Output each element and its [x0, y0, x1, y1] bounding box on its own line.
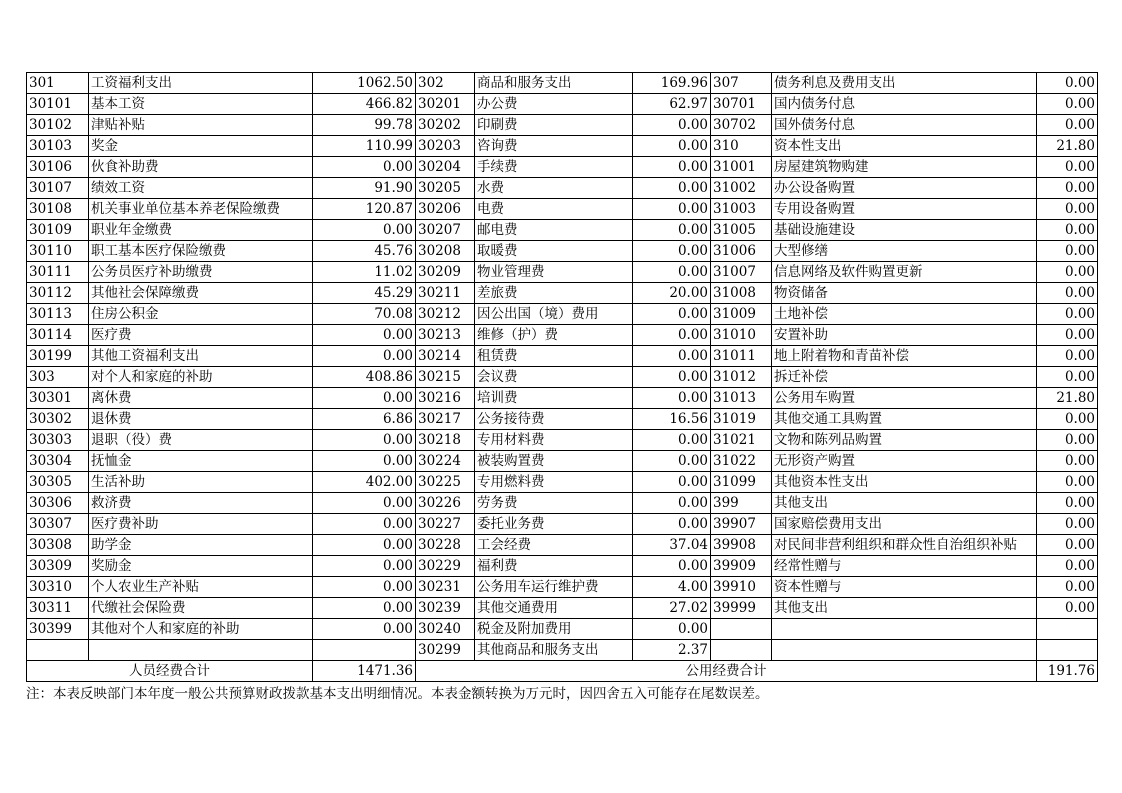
- totals-row: [27, 661, 1098, 682]
- cell-item: 拆迁补偿: [772, 367, 1037, 388]
- cell-item: 奖励金: [89, 556, 313, 577]
- cell-code: 303: [27, 367, 89, 388]
- cell-code: 39999: [711, 598, 772, 619]
- cell-amount: [313, 640, 416, 661]
- cell-code: 30299: [416, 640, 475, 661]
- cell-item: 对个人和家庭的补助: [89, 367, 313, 388]
- cell-amount: 0.00: [1037, 535, 1098, 556]
- cell-item: 其他工资福利支出: [89, 346, 313, 367]
- cell-item: 奖金: [89, 136, 313, 157]
- cell-item: 生活补助: [89, 472, 313, 493]
- cell-code: 31099: [711, 472, 772, 493]
- cell-amount: 0.00: [633, 115, 711, 136]
- cell-item: 职业年金缴费: [89, 220, 313, 241]
- cell-code: 30305: [27, 472, 89, 493]
- cell-code: 30215: [416, 367, 475, 388]
- cell-code: 30112: [27, 283, 89, 304]
- cell-item: 取暖费: [475, 241, 633, 262]
- cell-amount: 0.00: [1037, 556, 1098, 577]
- cell-amount: 11.02: [313, 262, 416, 283]
- cell-amount: 0.00: [633, 514, 711, 535]
- cell-item: 咨询费: [475, 136, 633, 157]
- cell-amount: 0.00: [1037, 178, 1098, 199]
- cell-amount: 0.00: [633, 304, 711, 325]
- cell-item: 抚恤金: [89, 451, 313, 472]
- cell-amount: 37.04: [633, 535, 711, 556]
- cell-code: 30228: [416, 535, 475, 556]
- cell-code: 31005: [711, 220, 772, 241]
- cell-item: 经常性赠与: [772, 556, 1037, 577]
- cell-code: 30109: [27, 220, 89, 241]
- cell-code: 31009: [711, 304, 772, 325]
- cell-item: 房屋建筑物购建: [772, 157, 1037, 178]
- cell-item: 劳务费: [475, 493, 633, 514]
- cell-amount: 408.86: [313, 367, 416, 388]
- cell-item: 邮电费: [475, 220, 633, 241]
- cell-code: 30211: [416, 283, 475, 304]
- cell-amount: 0.00: [313, 556, 416, 577]
- cell-amount: 45.29: [313, 283, 416, 304]
- cell-amount: 2.37: [633, 640, 711, 661]
- table-row: [27, 577, 1098, 598]
- table-row: [27, 472, 1098, 493]
- cell-amount: 0.00: [633, 178, 711, 199]
- cell-code: 30308: [27, 535, 89, 556]
- cell-amount: 91.90: [313, 178, 416, 199]
- cell-code: 31003: [711, 199, 772, 220]
- table-body: [27, 73, 1098, 661]
- table-row: [27, 640, 1098, 661]
- cell-amount: 99.78: [313, 115, 416, 136]
- cell-amount: 169.96: [633, 73, 711, 94]
- cell-item: 因公出国（境）费用: [475, 304, 633, 325]
- cell-code: 30231: [416, 577, 475, 598]
- cell-item: 公务用车购置: [772, 388, 1037, 409]
- cell-code: 31011: [711, 346, 772, 367]
- cell-code: 30106: [27, 157, 89, 178]
- cell-code: 30199: [27, 346, 89, 367]
- cell-amount: 0.00: [313, 535, 416, 556]
- cell-item: 会议费: [475, 367, 633, 388]
- cell-item: 公务用车运行维护费: [475, 577, 633, 598]
- cell-amount: 0.00: [633, 325, 711, 346]
- cell-amount: 0.00: [1037, 430, 1098, 451]
- cell-code: 399: [711, 493, 772, 514]
- cell-amount: 62.97: [633, 94, 711, 115]
- cell-code: 30301: [27, 388, 89, 409]
- cell-item: 职工基本医疗保险缴费: [89, 241, 313, 262]
- cell-amount: 0.00: [1037, 94, 1098, 115]
- cell-amount: [1037, 640, 1098, 661]
- cell-amount: 0.00: [633, 367, 711, 388]
- cell-code: 30304: [27, 451, 89, 472]
- cell-amount: 0.00: [1037, 598, 1098, 619]
- cell-item: 助学金: [89, 535, 313, 556]
- table-row: [27, 430, 1098, 451]
- table-row: [27, 199, 1098, 220]
- cell-item: 委托业务费: [475, 514, 633, 535]
- cell-amount: 0.00: [1037, 577, 1098, 598]
- cell-item: [772, 619, 1037, 640]
- cell-item: 债务利息及费用支出: [772, 73, 1037, 94]
- cell-code: 30224: [416, 451, 475, 472]
- table-row: [27, 493, 1098, 514]
- cell-code: 302: [416, 73, 475, 94]
- cell-item: 医疗费补助: [89, 514, 313, 535]
- cell-amount: 0.00: [1037, 220, 1098, 241]
- cell-amount: 0.00: [313, 577, 416, 598]
- cell-code: 30303: [27, 430, 89, 451]
- cell-code: 30701: [711, 94, 772, 115]
- table-row: [27, 73, 1098, 94]
- cell-amount: 21.80: [1037, 136, 1098, 157]
- cell-amount: 0.00: [633, 346, 711, 367]
- cell-code: 30239: [416, 598, 475, 619]
- cell-amount: 0.00: [1037, 409, 1098, 430]
- cell-item: 办公设备购置: [772, 178, 1037, 199]
- cell-amount: 6.86: [313, 409, 416, 430]
- table-row: [27, 346, 1098, 367]
- cell-item: 其他支出: [772, 493, 1037, 514]
- expenditure-detail-table-wrapper: [26, 72, 1098, 682]
- cell-amount: 70.08: [313, 304, 416, 325]
- cell-amount: 0.00: [633, 388, 711, 409]
- cell-code: 310: [711, 136, 772, 157]
- cell-amount: 0.00: [313, 346, 416, 367]
- table-row: [27, 367, 1098, 388]
- cell-item: 租赁费: [475, 346, 633, 367]
- cell-amount: 0.00: [633, 241, 711, 262]
- cell-amount: 0.00: [313, 493, 416, 514]
- cell-amount: 0.00: [1037, 157, 1098, 178]
- table-row: [27, 409, 1098, 430]
- table-row: [27, 283, 1098, 304]
- cell-code: [711, 640, 772, 661]
- table-row: [27, 157, 1098, 178]
- cell-code: 301: [27, 73, 89, 94]
- cell-code: [711, 619, 772, 640]
- footnote: 注：本表反映部门本年度一般公共预算财政拨款基本支出明细情况。本表金额转换为万元时，因四舍五入可能存在尾数误差。: [26, 686, 769, 702]
- cell-item: [89, 640, 313, 661]
- cell-item: 基本工资: [89, 94, 313, 115]
- cell-code: 30227: [416, 514, 475, 535]
- cell-item: 个人农业生产补贴: [89, 577, 313, 598]
- cell-item: 离休费: [89, 388, 313, 409]
- cell-code: 30217: [416, 409, 475, 430]
- cell-code: 30107: [27, 178, 89, 199]
- cell-code: 30209: [416, 262, 475, 283]
- cell-code: 30207: [416, 220, 475, 241]
- cell-item: [772, 640, 1037, 661]
- cell-amount: 110.99: [313, 136, 416, 157]
- table-row: [27, 451, 1098, 472]
- cell-item: 办公费: [475, 94, 633, 115]
- cell-item: 物业管理费: [475, 262, 633, 283]
- cell-amount: 0.00: [1037, 73, 1098, 94]
- cell-code: 31022: [711, 451, 772, 472]
- cell-item: 其他支出: [772, 598, 1037, 619]
- cell-amount: 21.80: [1037, 388, 1098, 409]
- cell-amount: 0.00: [1037, 493, 1098, 514]
- cell-amount: 402.00: [313, 472, 416, 493]
- cell-amount: [1037, 619, 1098, 640]
- cell-code: 30201: [416, 94, 475, 115]
- cell-item: 地上附着物和青苗补偿: [772, 346, 1037, 367]
- cell-code: 30202: [416, 115, 475, 136]
- cell-amount: 0.00: [313, 157, 416, 178]
- cell-amount: 0.00: [1037, 199, 1098, 220]
- cell-amount: 120.87: [313, 199, 416, 220]
- cell-amount: 0.00: [313, 220, 416, 241]
- cell-item: 公务接待费: [475, 409, 633, 430]
- cell-item: 福利费: [475, 556, 633, 577]
- cell-amount: 0.00: [313, 451, 416, 472]
- cell-code: 39910: [711, 577, 772, 598]
- cell-amount: 0.00: [633, 262, 711, 283]
- table-row: [27, 514, 1098, 535]
- cell-item: 税金及附加费用: [475, 619, 633, 640]
- cell-amount: 0.00: [633, 157, 711, 178]
- table-row: [27, 619, 1098, 640]
- cell-code: 307: [711, 73, 772, 94]
- cell-item: 其他资本性支出: [772, 472, 1037, 493]
- cell-amount: 0.00: [313, 430, 416, 451]
- cell-item: 其他对个人和家庭的补助: [89, 619, 313, 640]
- cell-code: 30702: [711, 115, 772, 136]
- table-row: [27, 262, 1098, 283]
- cell-amount: 0.00: [1037, 346, 1098, 367]
- cell-item: 被装购置费: [475, 451, 633, 472]
- table-row: [27, 136, 1098, 157]
- public-total-value: 191.76: [1037, 661, 1098, 682]
- cell-code: 30306: [27, 493, 89, 514]
- cell-item: 津贴补贴: [89, 115, 313, 136]
- cell-item: 专用燃料费: [475, 472, 633, 493]
- cell-item: 大型修缮: [772, 241, 1037, 262]
- cell-item: 其他交通费用: [475, 598, 633, 619]
- cell-item: 医疗费: [89, 325, 313, 346]
- cell-item: 代缴社会保险费: [89, 598, 313, 619]
- cell-code: 30229: [416, 556, 475, 577]
- cell-item: 机关事业单位基本养老保险缴费: [89, 199, 313, 220]
- cell-amount: 0.00: [633, 493, 711, 514]
- cell-amount: 0.00: [1037, 262, 1098, 283]
- cell-item: 差旅费: [475, 283, 633, 304]
- table-row: [27, 220, 1098, 241]
- cell-amount: 20.00: [633, 283, 711, 304]
- cell-code: 31001: [711, 157, 772, 178]
- cell-item: 文物和陈列品购置: [772, 430, 1037, 451]
- cell-amount: 0.00: [633, 199, 711, 220]
- cell-code: [27, 640, 89, 661]
- cell-item: 商品和服务支出: [475, 73, 633, 94]
- cell-item: 无形资产购置: [772, 451, 1037, 472]
- table-row: [27, 388, 1098, 409]
- cell-code: 30213: [416, 325, 475, 346]
- cell-amount: 0.00: [1037, 472, 1098, 493]
- cell-amount: 27.02: [633, 598, 711, 619]
- cell-code: 31006: [711, 241, 772, 262]
- cell-code: 30214: [416, 346, 475, 367]
- cell-item: 国家赔偿费用支出: [772, 514, 1037, 535]
- cell-item: 印刷费: [475, 115, 633, 136]
- cell-item: 国外债务付息: [772, 115, 1037, 136]
- cell-amount: 0.00: [313, 325, 416, 346]
- cell-amount: 0.00: [1037, 283, 1098, 304]
- cell-code: 30113: [27, 304, 89, 325]
- cell-amount: 0.00: [633, 619, 711, 640]
- cell-amount: 0.00: [633, 430, 711, 451]
- cell-amount: 0.00: [633, 220, 711, 241]
- cell-item: 救济费: [89, 493, 313, 514]
- cell-code: 30302: [27, 409, 89, 430]
- cell-code: 30102: [27, 115, 89, 136]
- cell-item: 水费: [475, 178, 633, 199]
- cell-item: 物资储备: [772, 283, 1037, 304]
- cell-code: 30205: [416, 178, 475, 199]
- cell-amount: 466.82: [313, 94, 416, 115]
- cell-amount: 0.00: [313, 598, 416, 619]
- cell-amount: 0.00: [313, 619, 416, 640]
- cell-code: 30204: [416, 157, 475, 178]
- cell-code: 30225: [416, 472, 475, 493]
- table-row: [27, 94, 1098, 115]
- cell-item: 其他交通工具购置: [772, 409, 1037, 430]
- cell-item: 其他商品和服务支出: [475, 640, 633, 661]
- cell-item: 住房公积金: [89, 304, 313, 325]
- cell-code: 30212: [416, 304, 475, 325]
- cell-item: 公务员医疗补助缴费: [89, 262, 313, 283]
- cell-amount: 0.00: [633, 451, 711, 472]
- cell-amount: 0.00: [633, 472, 711, 493]
- personnel-total-value: 1471.36: [313, 661, 416, 682]
- cell-amount: 0.00: [633, 136, 711, 157]
- table-row: [27, 325, 1098, 346]
- cell-item: 退职（役）费: [89, 430, 313, 451]
- cell-code: 30399: [27, 619, 89, 640]
- cell-code: 31019: [711, 409, 772, 430]
- table-row: [27, 115, 1098, 136]
- cell-code: 30309: [27, 556, 89, 577]
- cell-item: 国内债务付息: [772, 94, 1037, 115]
- cell-amount: 0.00: [1037, 514, 1098, 535]
- cell-amount: 0.00: [1037, 241, 1098, 262]
- cell-item: 对民间非营利组织和群众性自治组织补贴: [772, 535, 1037, 556]
- table-row: [27, 598, 1098, 619]
- cell-code: 39908: [711, 535, 772, 556]
- cell-amount: 0.00: [313, 514, 416, 535]
- cell-item: 信息网络及软件购置更新: [772, 262, 1037, 283]
- cell-code: 31007: [711, 262, 772, 283]
- cell-amount: 0.00: [1037, 115, 1098, 136]
- cell-item: 工资福利支出: [89, 73, 313, 94]
- table-row: [27, 535, 1098, 556]
- cell-code: 30206: [416, 199, 475, 220]
- cell-code: 30101: [27, 94, 89, 115]
- cell-code: 30108: [27, 199, 89, 220]
- cell-amount: 45.76: [313, 241, 416, 262]
- cell-code: 30307: [27, 514, 89, 535]
- cell-code: 30114: [27, 325, 89, 346]
- cell-code: 30226: [416, 493, 475, 514]
- cell-amount: 0.00: [633, 556, 711, 577]
- cell-amount: 1062.50: [313, 73, 416, 94]
- cell-amount: 0.00: [313, 388, 416, 409]
- cell-item: 基础设施建设: [772, 220, 1037, 241]
- cell-item: 专用设备购置: [772, 199, 1037, 220]
- public-total-label: 公用经费合计: [416, 661, 1037, 682]
- expenditure-detail-table: [26, 72, 1098, 682]
- cell-amount: 0.00: [1037, 451, 1098, 472]
- cell-code: 30203: [416, 136, 475, 157]
- cell-item: 手续费: [475, 157, 633, 178]
- cell-code: 30111: [27, 262, 89, 283]
- table-row: [27, 178, 1098, 199]
- cell-code: 31021: [711, 430, 772, 451]
- cell-item: 绩效工资: [89, 178, 313, 199]
- cell-item: 专用材料费: [475, 430, 633, 451]
- cell-item: 资本性赠与: [772, 577, 1037, 598]
- cell-code: 30311: [27, 598, 89, 619]
- cell-item: 维修（护）费: [475, 325, 633, 346]
- cell-code: 30208: [416, 241, 475, 262]
- cell-amount: 16.56: [633, 409, 711, 430]
- table-row: [27, 304, 1098, 325]
- cell-amount: 4.00: [633, 577, 711, 598]
- cell-item: 工会经费: [475, 535, 633, 556]
- cell-code: 39907: [711, 514, 772, 535]
- cell-item: 资本性支出: [772, 136, 1037, 157]
- cell-code: 30216: [416, 388, 475, 409]
- personnel-total-label: 人员经费合计: [27, 661, 313, 682]
- cell-code: 31013: [711, 388, 772, 409]
- table-row: [27, 556, 1098, 577]
- cell-code: 30110: [27, 241, 89, 262]
- cell-item: 安置补助: [772, 325, 1037, 346]
- cell-amount: 0.00: [1037, 304, 1098, 325]
- cell-item: 土地补偿: [772, 304, 1037, 325]
- cell-amount: 0.00: [1037, 325, 1098, 346]
- cell-code: 30103: [27, 136, 89, 157]
- table-row: [27, 241, 1098, 262]
- cell-code: 30310: [27, 577, 89, 598]
- cell-code: 31002: [711, 178, 772, 199]
- cell-code: 30218: [416, 430, 475, 451]
- cell-item: 退休费: [89, 409, 313, 430]
- cell-code: 39909: [711, 556, 772, 577]
- cell-item: 培训费: [475, 388, 633, 409]
- cell-code: 30240: [416, 619, 475, 640]
- cell-code: 31010: [711, 325, 772, 346]
- cell-amount: 0.00: [1037, 367, 1098, 388]
- cell-item: 其他社会保障缴费: [89, 283, 313, 304]
- cell-item: 电费: [475, 199, 633, 220]
- cell-code: 31008: [711, 283, 772, 304]
- cell-item: 伙食补助费: [89, 157, 313, 178]
- cell-code: 31012: [711, 367, 772, 388]
